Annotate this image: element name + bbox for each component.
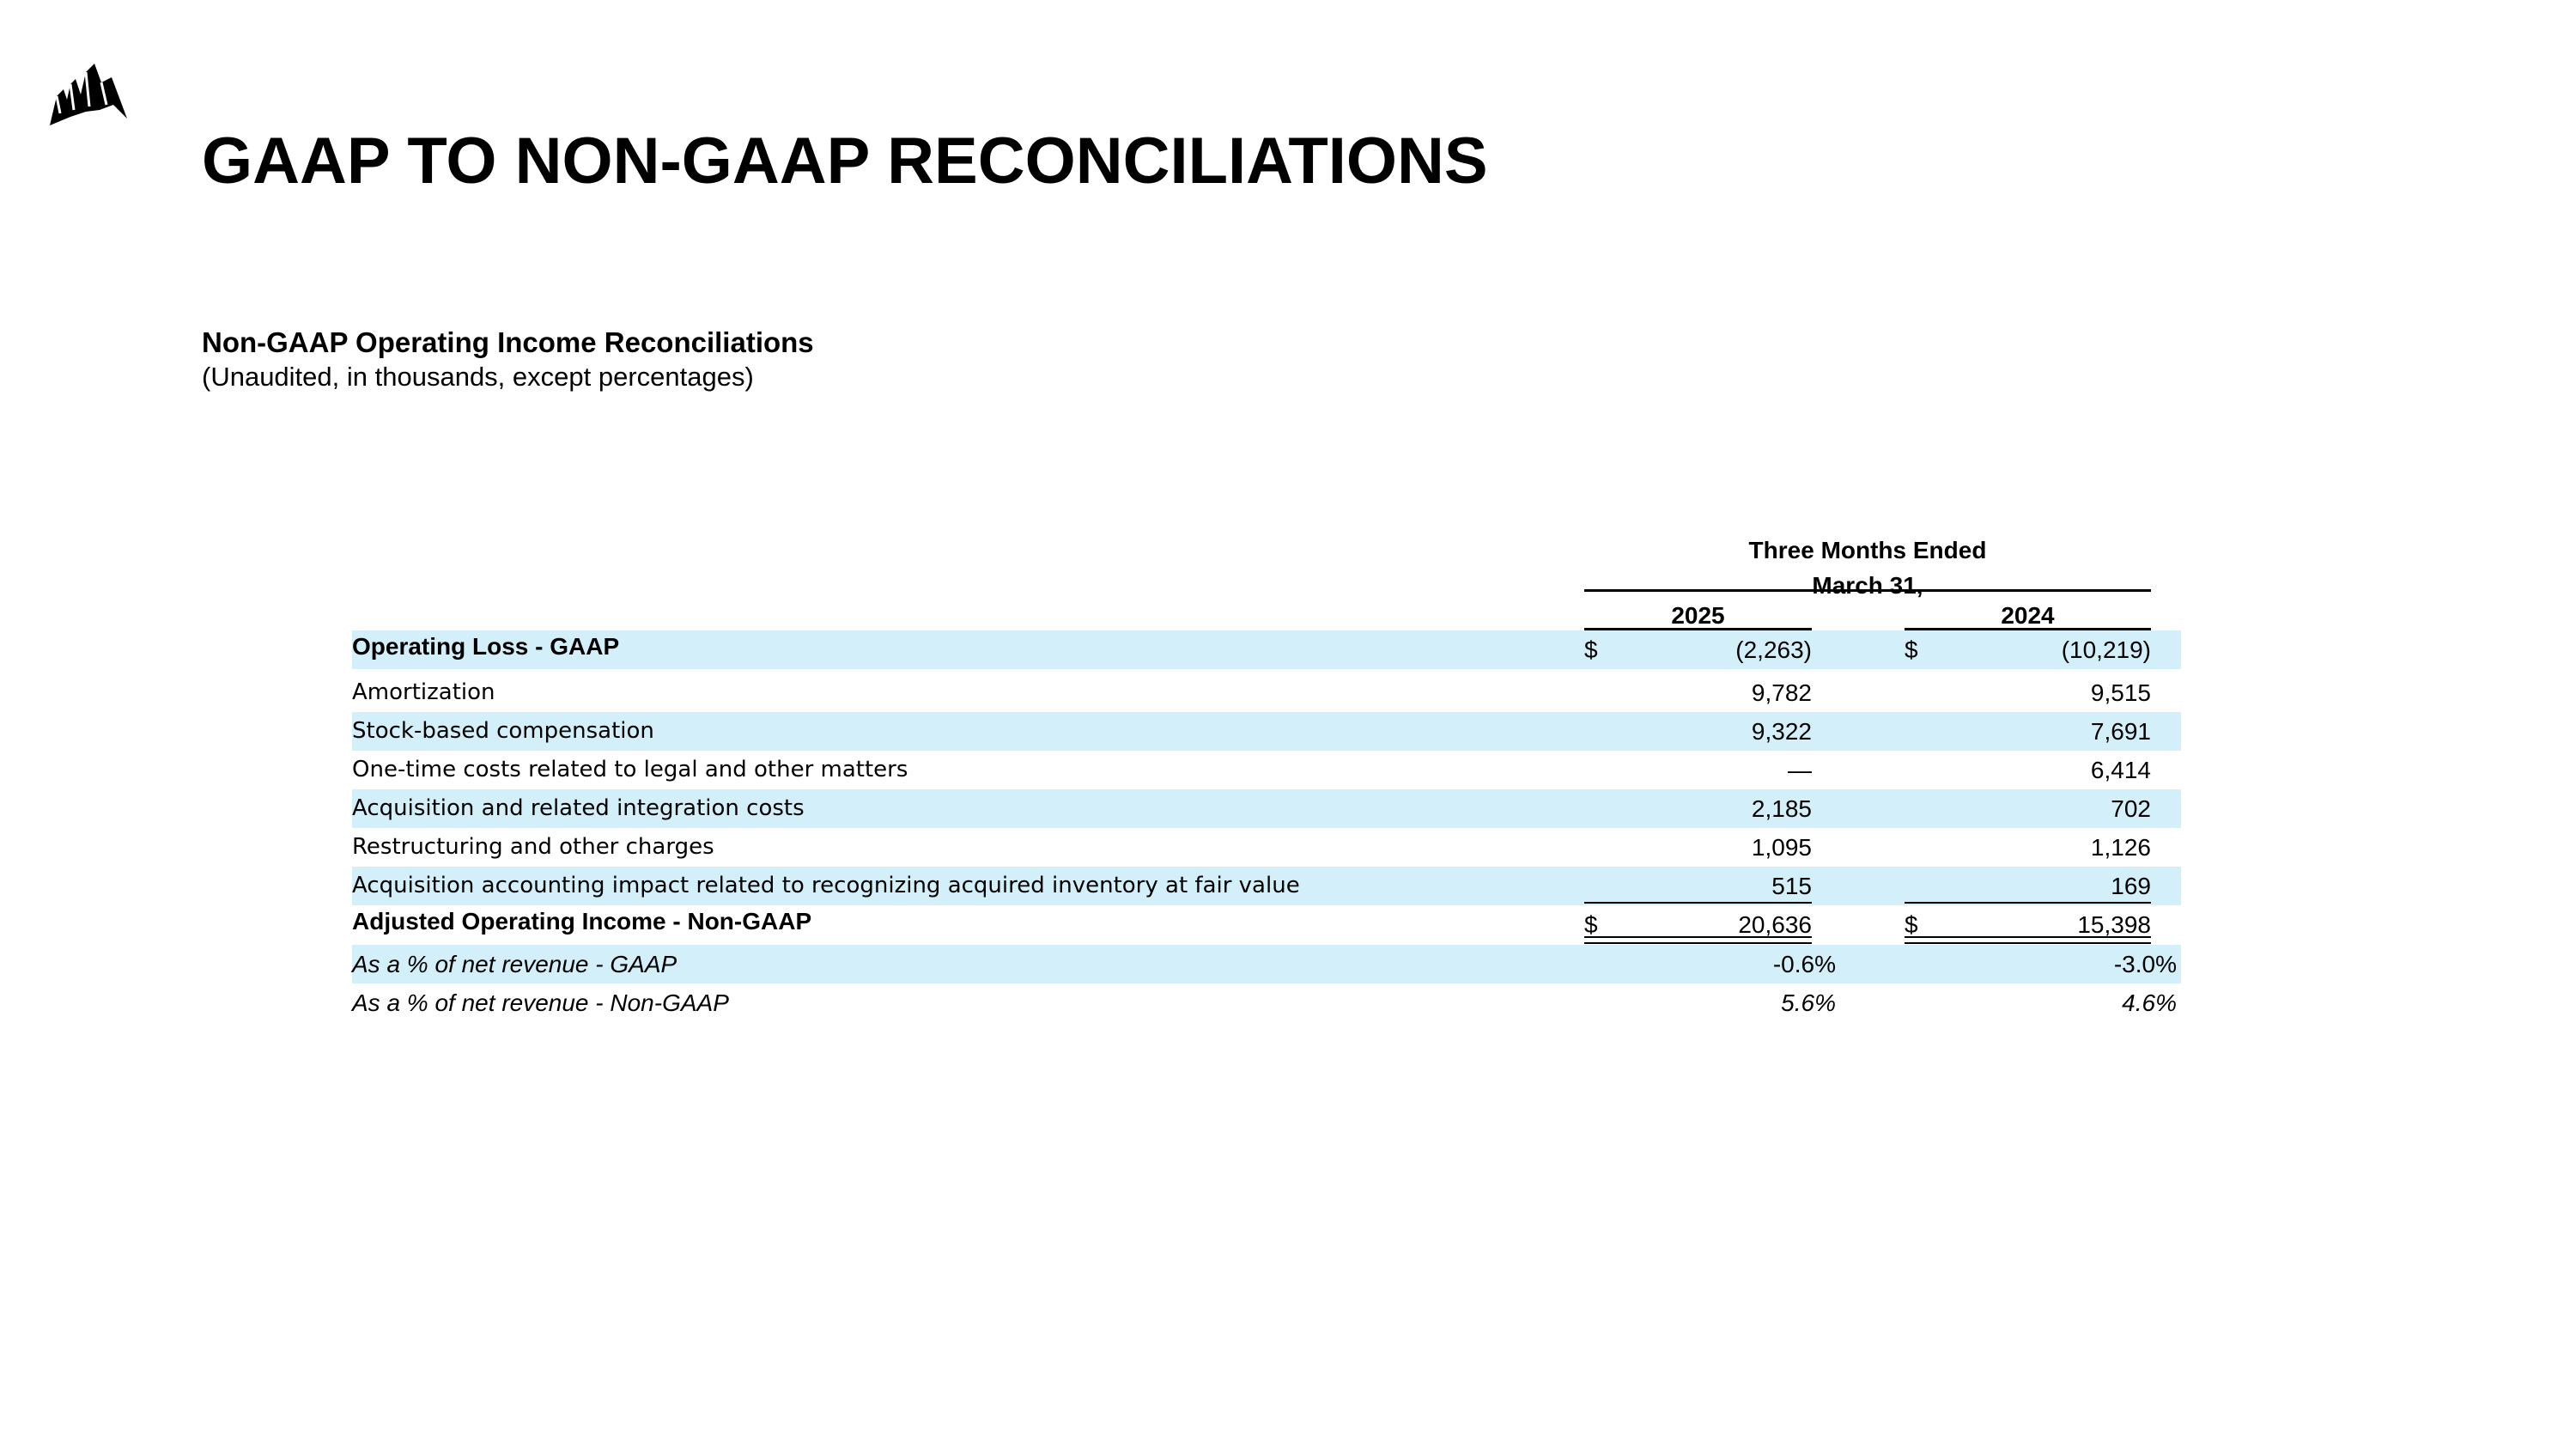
- column-header-2024: 2024: [2001, 602, 2055, 629]
- value-2025: 515: [1771, 873, 1812, 899]
- row-label: As a % of net revenue - Non-GAAP: [352, 989, 729, 1016]
- period-header-line2: March 31,: [1812, 572, 1923, 599]
- value-2025: 20,636: [1738, 911, 1812, 938]
- value-2025: 2,185: [1751, 795, 1812, 822]
- row-label: As a % of net revenue - GAAP: [352, 951, 677, 977]
- currency-symbol: $: [1584, 636, 1598, 663]
- row-label: Amortization: [352, 679, 495, 705]
- table-row-amortization: [352, 673, 2181, 712]
- table-row-acquisition-accounting-impact: [352, 867, 2181, 905]
- currency-symbol: $: [1905, 911, 1918, 938]
- table-row-one-time-costs: [352, 751, 2181, 789]
- section-subtitle: (Unaudited, in thousands, except percentages): [202, 362, 754, 392]
- value-2024: (10,219): [2061, 636, 2151, 663]
- row-label: Acquisition and related integration costs: [352, 795, 805, 821]
- period-header-rule: [1584, 589, 2151, 592]
- value-2024: 169: [2111, 873, 2151, 899]
- table-row-pct-non-gaap: [352, 983, 2181, 1022]
- subtotal-rule: [1905, 902, 2151, 904]
- row-label: Adjusted Operating Income - Non-GAAP: [352, 908, 812, 935]
- table-row-stock-based-compensation: [352, 712, 2181, 751]
- table-row-restructuring: [352, 828, 2181, 867]
- value-2024: 9,515: [2090, 679, 2151, 706]
- value-2024: 15,398: [2077, 911, 2151, 938]
- value-2024: -3.0%: [2113, 951, 2177, 977]
- value-2024: 1,126: [2090, 834, 2151, 861]
- currency-symbol: $: [1584, 911, 1598, 938]
- row-label: Operating Loss - GAAP: [352, 633, 620, 660]
- total-double-rule: [1905, 936, 2151, 944]
- value-2025: -0.6%: [1772, 951, 1836, 977]
- value-2024: 702: [2111, 795, 2151, 822]
- row-label: One-time costs related to legal and other matters: [352, 757, 908, 782]
- value-2025: 9,322: [1751, 718, 1812, 745]
- value-2024: 6,414: [2090, 757, 2151, 783]
- table-row-acquisition-integration-costs: [352, 789, 2181, 828]
- value-2025: 5.6%: [1781, 989, 1836, 1016]
- table-row-operating-loss-gaap: [352, 630, 2181, 669]
- subtotal-rule: [1584, 902, 1812, 904]
- value-2025: 1,095: [1751, 834, 1812, 861]
- sails-logo-icon: [45, 45, 131, 131]
- row-label: Restructuring and other charges: [352, 834, 714, 860]
- total-double-rule: [1584, 936, 1812, 944]
- period-header-line1: Three Months Ended: [1748, 537, 1987, 563]
- table-row-pct-gaap: [352, 945, 2181, 983]
- column-header-2025: 2025: [1671, 602, 1725, 629]
- currency-symbol: $: [1905, 636, 1918, 663]
- value-2025: (2,263): [1735, 636, 1812, 663]
- period-header: [1584, 533, 2151, 603]
- page-title: GAAP TO NON-GAAP RECONCILIATIONS: [202, 125, 1488, 198]
- value-2024: 7,691: [2090, 718, 2151, 745]
- row-label: Acquisition accounting impact related to recognizing acquired inventory at fair value: [352, 873, 1300, 898]
- value-2024: 4.6%: [2122, 989, 2177, 1016]
- row-label: Stock-based compensation: [352, 718, 654, 744]
- value-2025: —: [1788, 757, 1812, 783]
- section-title: Non-GAAP Operating Income Reconciliations: [202, 326, 814, 358]
- value-2025: 9,782: [1751, 679, 1812, 706]
